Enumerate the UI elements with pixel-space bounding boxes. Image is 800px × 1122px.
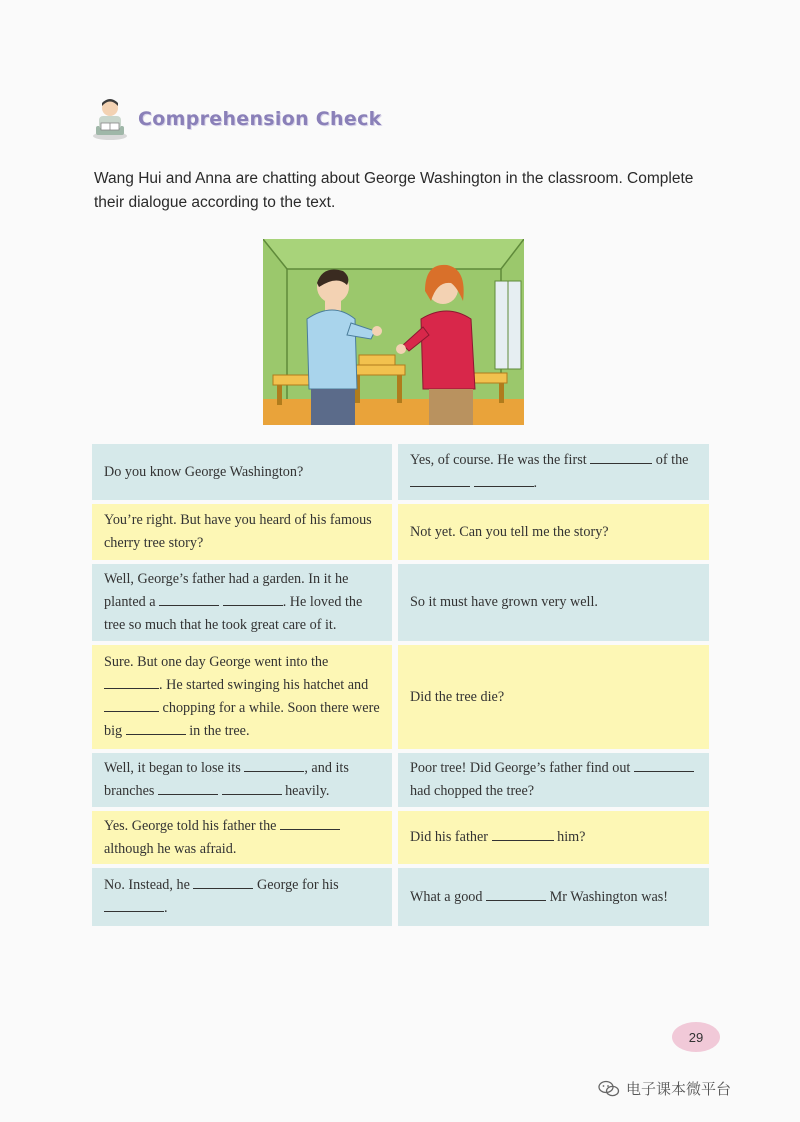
page-number xyxy=(672,1022,720,1052)
section-header xyxy=(88,96,382,142)
answer-blank[interactable] xyxy=(104,697,159,712)
dialogue-cell-wang-hui-2 xyxy=(92,504,392,560)
classroom-conversation-illustration xyxy=(263,239,524,425)
dialogue-cell-wang-hui-5 xyxy=(92,753,392,807)
line-text: Did the tree die? xyxy=(410,688,505,705)
dialogue-cell-wang-hui-4 xyxy=(92,645,392,749)
answer-blank[interactable] xyxy=(222,780,282,795)
line-text: Well, George’s father had a garden. In it he planted a . He loved the tree so much that he took great care of it. xyxy=(104,571,363,633)
line-text: So it must have grown very well. xyxy=(410,594,598,610)
answer-blank[interactable] xyxy=(590,449,652,464)
dialogue-cell-anna-4 xyxy=(398,645,709,749)
answer-blank[interactable] xyxy=(280,815,340,830)
dialogue-cell-wang-hui-7 xyxy=(92,868,392,926)
dialogue-cell-wang-hui-6 xyxy=(92,811,392,864)
answer-blank[interactable] xyxy=(486,886,546,901)
dialogue-cell-wang-hui-1 xyxy=(92,444,392,500)
watermark-text: 电子课本微平台 xyxy=(626,1080,732,1098)
dialogue-cell-anna-2 xyxy=(398,504,709,560)
dialogue-cell-anna-3 xyxy=(398,564,709,641)
watermark xyxy=(598,1078,731,1099)
page-number-text: 29 xyxy=(688,1029,704,1045)
line-text: What a good Mr Washington was! xyxy=(410,886,668,909)
line-text: No. Instead, he George for his . xyxy=(104,874,380,920)
dialogue-cell-anna-1 xyxy=(398,444,709,500)
line-text: You’re right. But have you heard of his famous cherry tree story? xyxy=(104,512,372,551)
dialogue-cell-anna-6 xyxy=(398,811,709,864)
answer-blank[interactable] xyxy=(244,757,304,772)
line-text: Yes, of course. He was the first of the . xyxy=(410,449,697,495)
answer-blank[interactable] xyxy=(158,780,218,795)
section-title: Comprehension Check xyxy=(138,108,382,130)
answer-blank[interactable] xyxy=(492,826,554,841)
dialogue-cell-anna-5 xyxy=(398,753,709,807)
wechat-icon xyxy=(598,1080,620,1098)
answer-blank[interactable] xyxy=(104,897,164,912)
answer-blank[interactable] xyxy=(126,720,186,735)
line-text: Well, it began to lose its , and its branches heavily. xyxy=(104,757,380,803)
answer-blank[interactable] xyxy=(223,591,283,606)
answer-blank[interactable] xyxy=(193,874,253,889)
line-text: Sure. But one day George went into the . He started swinging his hatchet and chopping for a while. Soon there were big in the tree. xyxy=(104,654,380,739)
line-text: Not yet. Can you tell me the story? xyxy=(410,523,609,540)
instructions-text: Wang Hui and Anna are chatting about George Washington in the classroom. Complete their dialogue according to the text. xyxy=(94,170,694,211)
answer-blank[interactable] xyxy=(634,757,694,772)
answer-blank[interactable] xyxy=(159,591,219,606)
answer-blank[interactable] xyxy=(104,674,159,689)
dialogue-cell-wang-hui-3 xyxy=(92,564,392,641)
line-text: Yes. George told his father the although he was afraid. xyxy=(104,815,380,861)
answer-blank[interactable] xyxy=(410,472,470,487)
answer-blank[interactable] xyxy=(474,472,534,487)
line-text: Do you know George Washington? xyxy=(104,463,304,480)
reading-boy-icon xyxy=(88,96,134,142)
line-text: Did his father him? xyxy=(410,826,585,849)
dialogue-cell-anna-7 xyxy=(398,868,709,926)
dialogue-table xyxy=(92,444,709,926)
line-text: Poor tree! Did George’s father find out had chopped the tree? xyxy=(410,757,697,803)
